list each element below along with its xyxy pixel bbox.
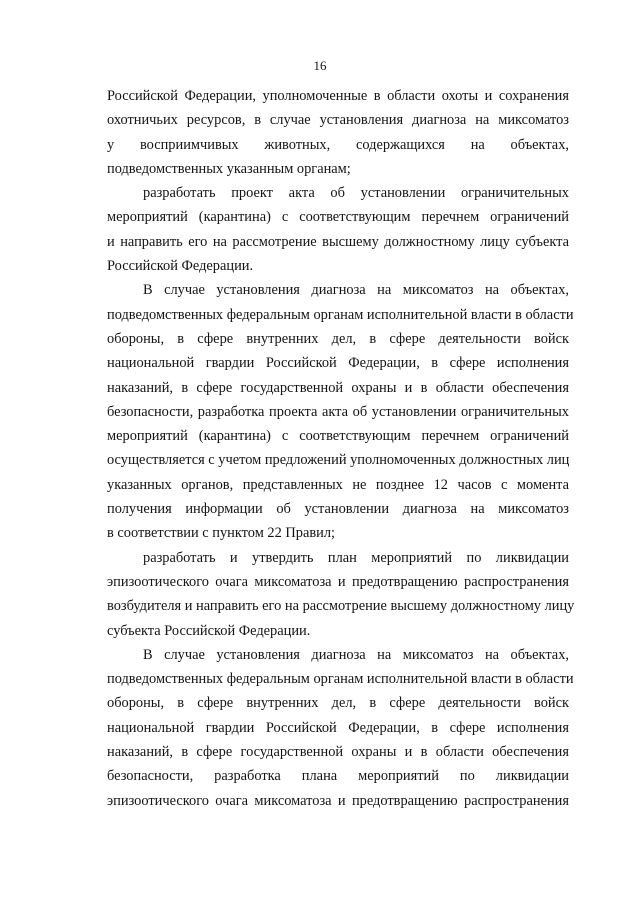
page-number: 16 (313, 58, 327, 73)
text-line: наказаний, в сфере государственной охраны и в области обеспечения (107, 744, 569, 761)
document-body (107, 84, 575, 813)
text-line: мероприятий (карантина) с соответствующим перечнем ограничений (107, 209, 569, 226)
text-line: безопасности, разработка проекта акта об установлении ограничительных (107, 403, 569, 420)
text-line: возбудителя и направить его на рассмотрение высшему должностному лицу (107, 598, 575, 615)
paragraph (107, 643, 574, 813)
text-line: мероприятий (карантина) с соответствующим перечнем ограничений (107, 428, 569, 445)
text-line: охотничьих ресурсов, в случае установления диагноза на миксоматоз (107, 112, 569, 129)
text-line: разработать проект акта об установлении ограничительных (143, 185, 569, 202)
text-line: разработать и утвердить план мероприятий по ликвидации (143, 549, 569, 566)
text-line: национальной гвардии Российской Федерации, в сфере исполнения (107, 355, 569, 372)
text-line: наказаний, в сфере государственной охраны и в области обеспечения (107, 379, 569, 396)
text-line: обороны, в сфере внутренних дел, в сфере деятельности войск (107, 330, 569, 347)
text-line: подведомственных федеральным органам исполнительной власти в области (107, 671, 574, 688)
paragraph (107, 278, 574, 545)
text-line: безопасности, разработка плана мероприятий по ликвидации (107, 768, 569, 785)
text-line: и направить его на рассмотрение высшему должностному лицу субъекта (107, 233, 569, 250)
text-line: В случае установления диагноза на миксоматоз на объектах, (143, 282, 569, 299)
text-line: осуществляется с учетом предложений уполномоченных должностных лиц (107, 452, 570, 469)
text-line: национальной гвардии Российской Федерации, в сфере исполнения (107, 719, 569, 736)
text-line: у восприимчивых животных, содержащихся на объектах, (107, 136, 569, 153)
text-line: эпизоотического очага миксоматоза и предотвращению распространения (107, 792, 569, 809)
paragraph (107, 84, 569, 181)
paragraph (107, 181, 569, 278)
text-line: подведомственных федеральным органам исполнительной власти в области (107, 306, 574, 323)
text-line: указанных органов, представленных не позднее 12 часов с момента (107, 476, 569, 493)
text-line: субъекта Российской Федерации. (107, 622, 311, 639)
text-line: подведомственных указанным органам; (107, 160, 351, 177)
text-line: Российской Федерации, уполномоченные в области охоты и сохранения (107, 88, 569, 104)
text-line: Российской Федерации. (107, 258, 254, 275)
text-line: получения информации об установлении диагноза на миксоматоз (107, 501, 569, 518)
text-line: В случае установления диагноза на миксоматоз на объектах, (143, 646, 569, 663)
text-line: в соответствии с пунктом 22 Правил; (107, 525, 336, 542)
text-line: эпизоотического очага миксоматоза и предотвращению распространения (107, 573, 569, 590)
paragraph (107, 546, 575, 643)
text-line: обороны, в сфере внутренних дел, в сфере деятельности войск (107, 695, 569, 712)
